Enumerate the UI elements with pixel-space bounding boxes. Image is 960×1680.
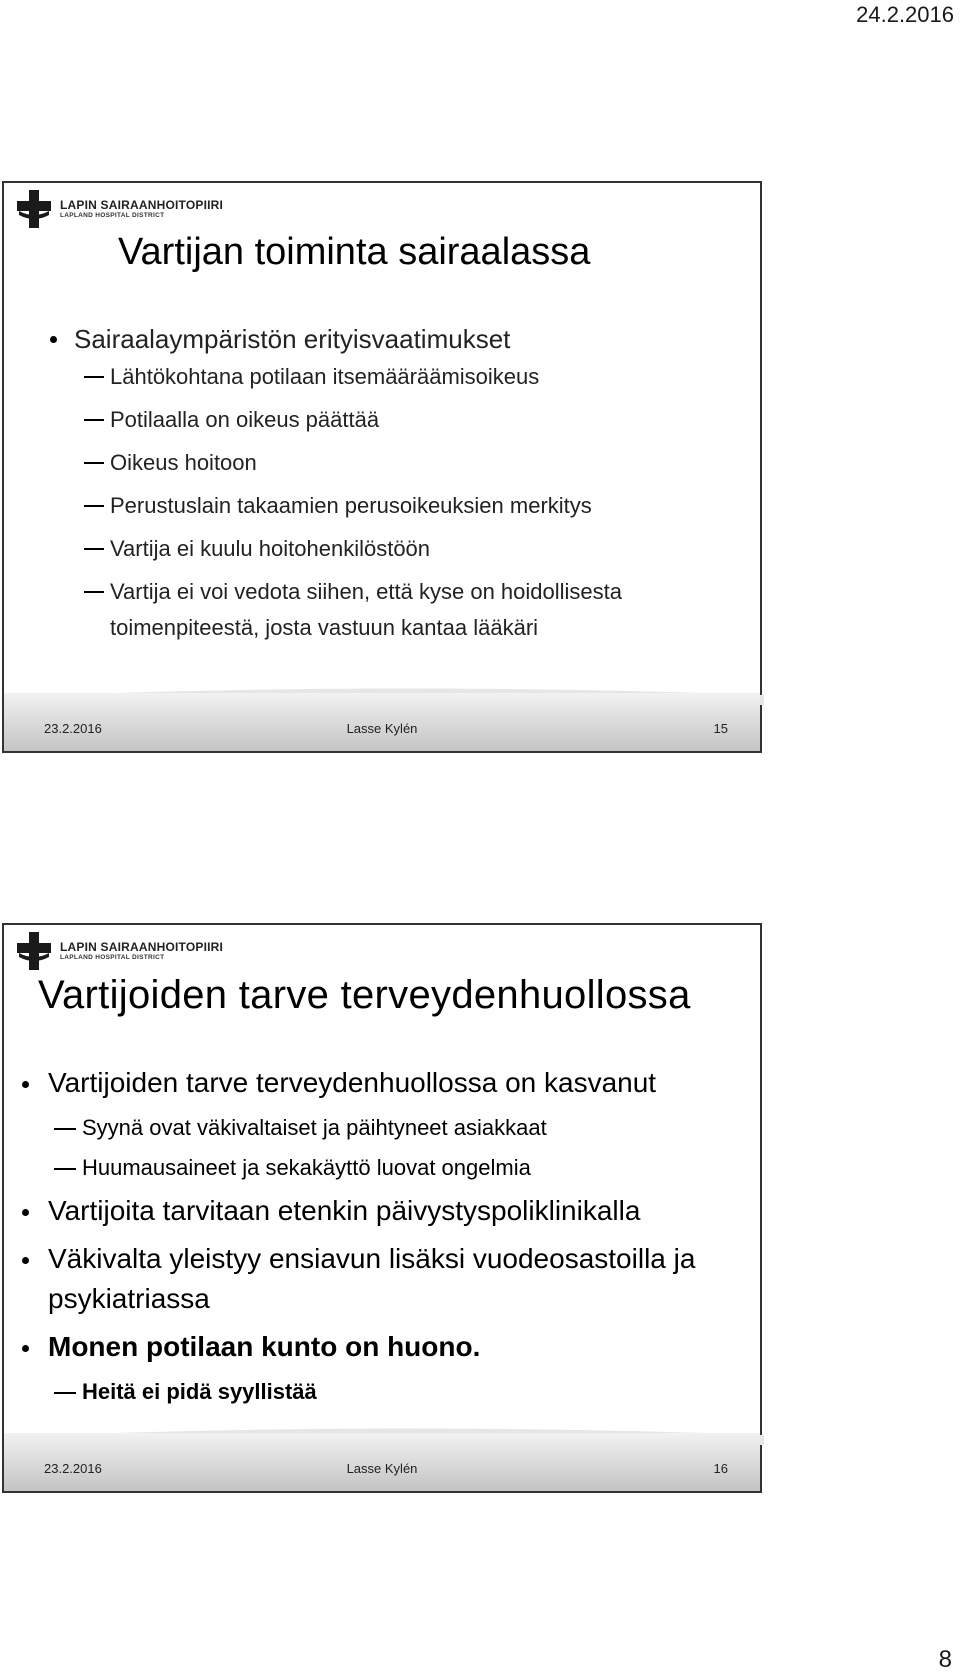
slide-footer (4, 721, 760, 741)
hospital-cross-logo-icon (16, 189, 52, 229)
slide-number: 16 (713, 1461, 728, 1476)
sub-bullet-item: Huumausaineet ja sekakäyttö luovat ongelmia (4, 1151, 760, 1185)
logo-name: LAPIN SAIRAANHOITOPIIRI (60, 197, 224, 212)
sub-bullet-item: Perustuslain takaamien perusoikeuksien merkitys (4, 488, 760, 523)
bullet-item: Sairaalaympäristön erityisvaatimukset (4, 319, 760, 359)
sub-bullet-item: Heitä ei pidä syyllistää (4, 1375, 760, 1409)
page-number: 8 (938, 1646, 952, 1673)
bullet-item: Vartijoita tarvitaan etenkin päivystyspoliklinikalla (4, 1191, 760, 1231)
sub-bullet-item: Syynä ovat väkivaltaiset ja päihtyneet asiakkaat (4, 1111, 760, 1145)
logo-subtitle: LAPLAND HOSPITAL DISTRICT (60, 211, 165, 219)
slide-16 (2, 923, 762, 1493)
sub-bullet-item: Oikeus hoitoon (4, 445, 760, 480)
sub-bullet-item: Potilaalla on oikeus päättää (4, 402, 760, 437)
sub-bullet-item: Vartija ei voi vedota siihen, että kyse on hoidollisesta toimenpiteestä, josta vastuun kantaa lääkäri (4, 574, 760, 646)
slide-footer (4, 1461, 760, 1481)
logo (16, 189, 223, 229)
footer-author: Lasse Kylén (346, 721, 418, 736)
logo (16, 931, 223, 971)
bullet-item: Väkivalta yleistyy ensiavun lisäksi vuodeosastoilla ja psykiatriassa (4, 1239, 760, 1319)
bullet-item: Vartijoiden tarve terveydenhuollossa on kasvanut (4, 1063, 760, 1103)
slide-title: Vartijoiden tarve terveydenhuollossa (38, 973, 691, 1017)
sub-bullet-item: Vartija ei kuulu hoitohenkilöstöön (4, 531, 760, 566)
footer-date: 23.2.2016 (44, 721, 102, 736)
hospital-cross-logo-icon (16, 931, 52, 971)
footer-author: Lasse Kylén (346, 1461, 418, 1476)
page-date: 24.2.2016 (856, 2, 954, 27)
sub-bullet-item: Lähtökohtana potilaan itsemääräämisoikeus (4, 359, 760, 394)
bullet-item: Monen potilaan kunto on huono. (4, 1327, 760, 1367)
slide-title: Vartijan toiminta sairaalassa (118, 231, 591, 273)
slide-number: 15 (713, 721, 728, 736)
slide-content (4, 319, 760, 654)
slide-15 (2, 181, 762, 753)
logo-name: LAPIN SAIRAANHOITOPIIRI (60, 939, 224, 954)
logo-subtitle: LAPLAND HOSPITAL DISTRICT (60, 953, 165, 961)
slide-content (4, 1063, 760, 1415)
footer-date: 23.2.2016 (44, 1461, 102, 1476)
